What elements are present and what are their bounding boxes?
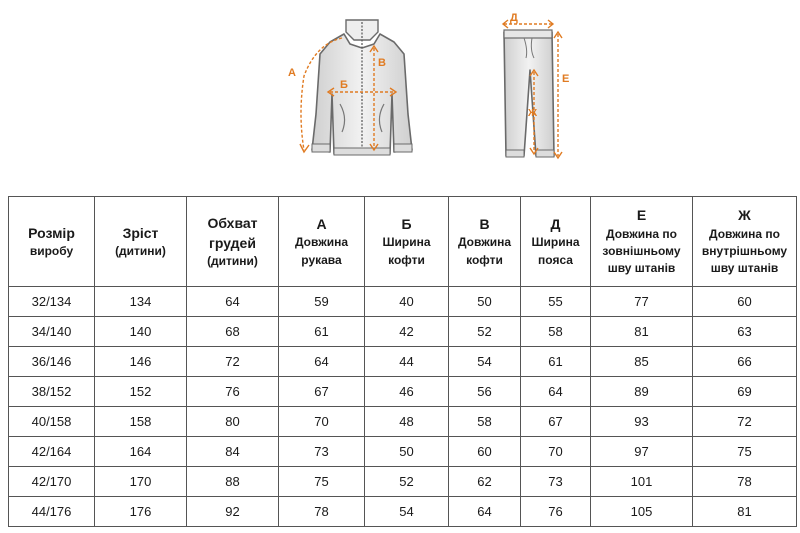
table-cell: 69 (693, 377, 797, 407)
table-cell: 55 (521, 287, 591, 317)
table-cell: 46 (365, 377, 449, 407)
table-cell: 66 (693, 347, 797, 377)
table-cell: 54 (365, 497, 449, 527)
table-cell: 72 (693, 407, 797, 437)
table-cell: 38/152 (9, 377, 95, 407)
header-v: В Довжина кофти (449, 197, 521, 287)
table-cell: 42/170 (9, 467, 95, 497)
table-cell: 67 (279, 377, 365, 407)
table-cell: 64 (449, 497, 521, 527)
table-cell: 70 (521, 437, 591, 467)
table-cell: 61 (521, 347, 591, 377)
table-cell: 58 (449, 407, 521, 437)
table-row (9, 467, 797, 497)
table-row (9, 497, 797, 527)
header-row (9, 197, 797, 287)
table-cell: 75 (693, 437, 797, 467)
label-zh: Ж (528, 108, 538, 119)
header-chest: Обхват грудей (дитини) (187, 197, 279, 287)
table-cell: 50 (449, 287, 521, 317)
table-cell: 85 (591, 347, 693, 377)
table-row (9, 287, 797, 317)
table-cell: 134 (95, 287, 187, 317)
table-cell: 80 (187, 407, 279, 437)
table-cell: 89 (591, 377, 693, 407)
label-a: А (288, 67, 296, 79)
header-height: Зріст (дитини) (95, 197, 187, 287)
table-cell: 73 (521, 467, 591, 497)
table-cell: 50 (365, 437, 449, 467)
table-body (9, 287, 797, 527)
table-cell: 78 (279, 497, 365, 527)
table-cell: 158 (95, 407, 187, 437)
pants-illustration (488, 6, 576, 164)
table-cell: 63 (693, 317, 797, 347)
table-cell: 101 (591, 467, 693, 497)
table-cell: 42/164 (9, 437, 95, 467)
table-cell: 42 (365, 317, 449, 347)
table-cell: 105 (591, 497, 693, 527)
measurement-diagram (0, 0, 800, 190)
table-cell: 60 (449, 437, 521, 467)
table-cell: 81 (591, 317, 693, 347)
table-cell: 59 (279, 287, 365, 317)
table-cell: 40 (365, 287, 449, 317)
table-cell: 62 (449, 467, 521, 497)
table-cell: 73 (279, 437, 365, 467)
table-cell: 76 (521, 497, 591, 527)
table-cell: 56 (449, 377, 521, 407)
table-cell: 75 (279, 467, 365, 497)
table-cell: 40/158 (9, 407, 95, 437)
table-row (9, 347, 797, 377)
table-cell: 92 (187, 497, 279, 527)
header-b: Б Ширина кофти (365, 197, 449, 287)
label-v: В (378, 57, 386, 69)
header-size: Розмір виробу (9, 197, 95, 287)
table-cell: 140 (95, 317, 187, 347)
table-cell: 81 (693, 497, 797, 527)
table-cell: 44 (365, 347, 449, 377)
table-cell: 68 (187, 317, 279, 347)
label-e: Е (562, 73, 570, 85)
table-cell: 32/134 (9, 287, 95, 317)
header-a: А Довжина рукава (279, 197, 365, 287)
table-cell: 61 (279, 317, 365, 347)
table-row (9, 377, 797, 407)
table-cell: 77 (591, 287, 693, 317)
table-cell: 164 (95, 437, 187, 467)
header-e: Е Довжина по зовнішньому шву штанів (591, 197, 693, 287)
header-d: Д Ширина пояса (521, 197, 591, 287)
table-cell: 152 (95, 377, 187, 407)
table-cell: 36/146 (9, 347, 95, 377)
table-cell: 64 (279, 347, 365, 377)
table-cell: 48 (365, 407, 449, 437)
table-row (9, 437, 797, 467)
table-cell: 64 (187, 287, 279, 317)
table-cell: 176 (95, 497, 187, 527)
table-cell: 58 (521, 317, 591, 347)
table-cell: 60 (693, 287, 797, 317)
table-cell: 84 (187, 437, 279, 467)
label-b: Б (340, 79, 348, 91)
header-zh: Ж Довжина по внутрішньому шву штанів (693, 197, 797, 287)
table-cell: 64 (521, 377, 591, 407)
jacket-illustration (282, 14, 442, 164)
table-cell: 97 (591, 437, 693, 467)
table-cell: 52 (449, 317, 521, 347)
table-cell: 70 (279, 407, 365, 437)
table-cell: 170 (95, 467, 187, 497)
table-row (9, 317, 797, 347)
table-cell: 54 (449, 347, 521, 377)
table-cell: 67 (521, 407, 591, 437)
table-cell: 76 (187, 377, 279, 407)
table-cell: 78 (693, 467, 797, 497)
size-table (8, 196, 797, 527)
label-d: Д (510, 12, 518, 24)
table-cell: 93 (591, 407, 693, 437)
table-cell: 44/176 (9, 497, 95, 527)
table-row (9, 407, 797, 437)
table-cell: 34/140 (9, 317, 95, 347)
table-cell: 146 (95, 347, 187, 377)
table-cell: 52 (365, 467, 449, 497)
table-cell: 88 (187, 467, 279, 497)
table-cell: 72 (187, 347, 279, 377)
